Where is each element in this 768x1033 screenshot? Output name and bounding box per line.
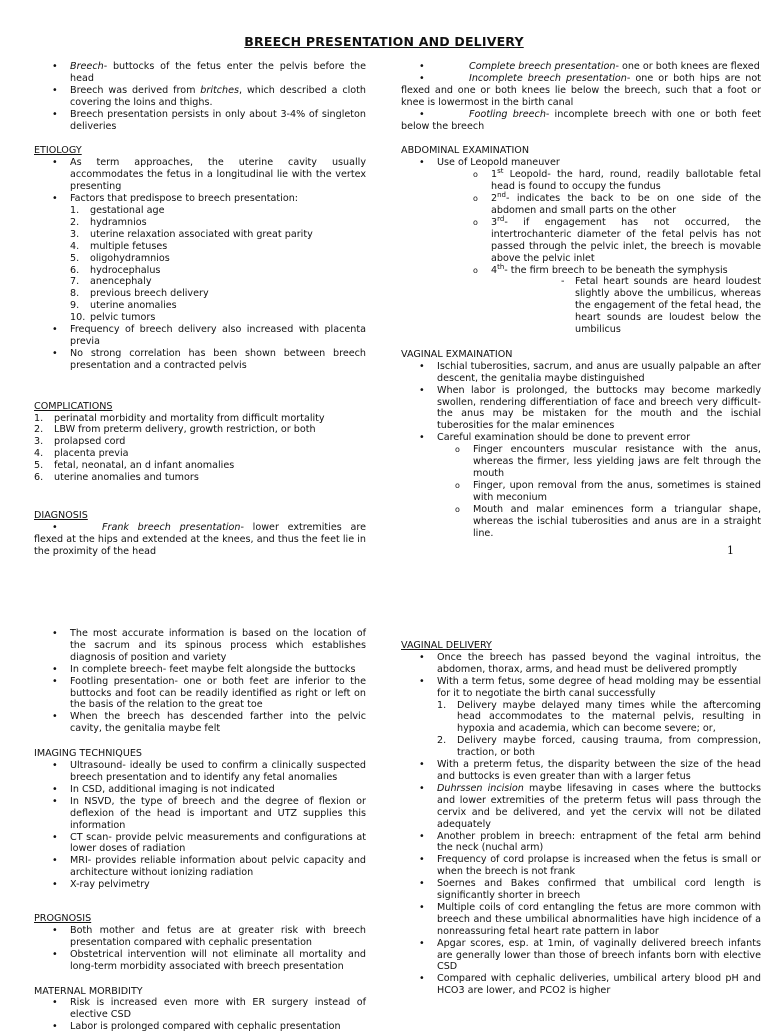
list-item: • Another problem in breech: entrapment of the fetal arm behind the neck (nuchal arm): [401, 831, 761, 855]
list-item: • As term approaches, the uterine cavity usually accommodates the fetus in a longitudinal lie with the vertex presenting: [34, 157, 366, 193]
list-item: • X-ray pelvimetry: [34, 879, 366, 891]
list-item: • Soernes and Bakes confirmed that umbilical cord length is significantly shorter in breech: [401, 878, 761, 902]
leopold-item: o 2nd- indicates the back to be on one side of the abdomen and small parts on the other: [473, 193, 761, 217]
factors-list: [70, 205, 366, 324]
vaginal-exam-sublist: [437, 444, 761, 539]
incomplete-breech-paragraph: • Incomplete breech presentation- one or both hips are not flexed and one or both knees lie below the breech, such that a foot or knee is lowermost in the birth canal: [401, 72, 761, 108]
factor-item: 10. pelvic tumors: [70, 312, 156, 324]
sub-item: o Finger, upon removal from the anus, sometimes is stained with meconium: [455, 480, 761, 504]
list-item: • When the breech has descended farther into the pelvic cavity, the genitalia maybe felt: [34, 711, 366, 735]
list-item: • Labor is prolonged compared with cephalic presentation: [34, 1021, 366, 1033]
complication-item: 3. prolapsed cord: [34, 436, 126, 448]
factor-item: 5. oligohydramnios: [70, 252, 170, 264]
list-item: • Careful examination should be done to prevent error o Finger encounters muscular resistance with the anus, whereas the firmer, less yielding jaws are felt through the mouth o Finger, upon removal from the anus, sometimes is stained with meconium o Mouth and malar eminences form a triangular shape, whereas the ischial tuberosities and anus are in a straight line.: [401, 432, 761, 539]
leopold-item: o 4th- the firm breech to be beneath the symphysis: [473, 265, 761, 277]
leopold-item: o 1st Leopold- the hard, round, readily ballotable fetal head is found to occupy the fundus: [473, 169, 761, 193]
list-item: • Factors that predispose to breech presentation: 1. gestational age 2. hydramnios 3. uterine relaxation associated with great parity 4. multiple fetuses 5. oligohydramnios 6. hydrocephalus 7. anencephaly 8. previous breech delivery 9. uterine anomalies 10. pelvic tumors: [34, 193, 366, 324]
intro-list: [34, 61, 366, 132]
factor-item: 4. multiple fetuses: [70, 240, 168, 252]
list-item: • Risk is increased even more with ER surgery instead of elective CSD: [34, 997, 366, 1021]
factor-item: 6. hydrocephalus: [70, 264, 161, 276]
heart-sounds-note: - Fetal heart sounds are heard loudest slightly above the umbilicus, whereas the engagement of the fetal head, the heart sounds are loudest below the umbilicus: [437, 276, 761, 336]
list-item: • Breech presentation persists in only about 3-4% of singleton deliveries: [34, 109, 366, 133]
list-item: • When labor is prolonged, the buttocks may become markedly swollen, rendering differentiation of face and breech very difficult- the anus may be mistaken for the mouth and the ischial tuberosities for the malar eminences: [401, 385, 761, 433]
list-item: • Ischial tuberosities, sacrum, and anus are usually palpable an after descent, the genitalia maybe distinguished: [401, 361, 761, 385]
list-item: • Obstetrical intervention will not eliminate all mortality and long-term morbidity associated with breech presentation: [34, 949, 366, 973]
list-item: • Breech was derived from britches, which described a cloth covering the loins and thighs.: [34, 85, 366, 109]
diagnosis-heading: DIAGNOSIS: [34, 510, 88, 521]
list-item: • Frequency of breech delivery also increased with placenta previa: [34, 324, 366, 348]
factor-item: 1. gestational age: [70, 204, 165, 216]
abdominal-heading: ABDOMINAL EXAMINATION: [401, 145, 530, 157]
page-1-right-column: [401, 61, 761, 539]
list-item: • In CSD, additional imaging is not indicated: [34, 784, 366, 796]
factor-item: 2. hydramnios: [70, 216, 147, 228]
list-item: • Duhrssen incision maybe lifesaving in cases where the buttocks and lower extremities of the preterm fetus will pass through the cervix and be delivered, and yet the cervix will not be dilated adequately: [401, 783, 761, 831]
abdominal-list: [401, 157, 761, 336]
list-item: • Apgar scores, esp. at 1min, of vaginally delivered breech infants are generally lower than those of breech infants born with elective CSD: [401, 938, 761, 974]
complication-item: 5. fetal, neonatal, an d infant anomalies: [34, 460, 235, 472]
footling-breech-paragraph: • Footling breech- incomplete breech with one or both feet below the breech: [401, 108, 761, 132]
list-item: • CT scan- provide pelvic measurements and configurations at lower doses of radiation: [34, 832, 366, 856]
complication-item: 2. LBW from preterm delivery, growth restriction, or both: [34, 424, 316, 436]
vaginal-delivery-list: [401, 652, 761, 997]
list-item: • In complete breech- feet maybe felt alongside the buttocks: [34, 664, 366, 676]
list-item: • Multiple coils of cord entangling the fetus are more common with breech and these umbilical abnormalities have high incidence of a nonreassuring fetal heart rate pattern in labor: [401, 902, 761, 938]
list-item: • With a preterm fetus, the disparity between the size of the head and buttocks is even greater than with a larger fetus: [401, 759, 761, 783]
prognosis-list: [34, 925, 366, 973]
leopold-item: o 3rd- if engagement has not occurred, the intertrochanteric diameter of the fetal pelvis has not passed through the pelvic inlet, the breech is movable above the pelvic inlet: [473, 217, 761, 265]
list-item: • With a term fetus, some degree of head molding may be essential for it to negotiate the birth canal successfully 1. Delivery maybe delayed many times while the aftercoming head accommodates to the maternal pelvis, resulting in hypoxia and academia, which can become severe; or, 2. Delivery maybe forced, causing trauma, from compression, traction, or both: [401, 676, 761, 759]
maternal-morbidity-heading: MATERNAL MORBIDITY: [34, 985, 143, 997]
factor-item: 3. uterine relaxation associated with great parity: [70, 228, 313, 240]
leopold-list: [437, 169, 761, 276]
sub-item: 2. Delivery maybe forced, causing trauma, from compression, traction, or both: [437, 735, 761, 759]
etiology-list: [34, 157, 366, 371]
head-molding-sublist: [437, 700, 761, 760]
sub-item: 1. Delivery maybe delayed many times while the aftercoming head accommodates to the maternal pelvis, resulting in hypoxia and academia, which can become severe; or,: [437, 699, 761, 735]
vaginal-exam-heading: VAGINAL EXMAINATION: [401, 348, 513, 360]
sub-item: o Mouth and malar eminences form a triangular shape, whereas the ischial tuberosities and anus are in a straight line.: [455, 504, 761, 540]
vaginal-exam-list: [401, 361, 761, 540]
prognosis-heading: PROGNOSIS: [34, 913, 92, 925]
complications-list: [34, 413, 366, 484]
page-2-left-column: [34, 628, 366, 1033]
list-item: • MRI- provides reliable information about pelvic capacity and architecture without ionizing radiation: [34, 855, 366, 879]
factor-item: 9. uterine anomalies: [70, 300, 177, 312]
list-item: • Compared with cephalic deliveries, umbilical artery blood pH and HCO3 are lower, and PCO2 is higher: [401, 973, 761, 997]
diagnosis-continued-list: [34, 628, 366, 735]
list-item: • The most accurate information is based on the location of the sacrum and its spinous process which establishes diagnosis of position and variety: [34, 628, 366, 664]
complication-item: 4. placenta previa: [34, 448, 129, 460]
maternal-morbidity-list: [34, 997, 366, 1033]
complete-breech-paragraph: • Complete breech presentation- one or both knees are flexed: [419, 61, 760, 72]
factor-item: 8. previous breech delivery: [70, 288, 209, 300]
list-item: • Frequency of cord prolapse is increased when the fetus is small or when the breech is not frank: [401, 854, 761, 878]
list-item: • Once the breech has passed beyond the vaginal introitus, the abdomen, thorax, arms, and head must be delivered promptly: [401, 652, 761, 676]
complication-item: 1. perinatal morbidity and mortality from difficult mortality: [34, 412, 325, 424]
factor-item: 7. anencephaly: [70, 276, 152, 288]
list-item: • Use of Leopold maneuver o 1st Leopold- the hard, round, readily ballotable fetal head is found to occupy the fundus o 2nd- indicates the back to be on one side of the abdomen and small parts on the other o 3rd- if engagement has not occurred, the intertrochanteric diameter of the fetal pelvis has not passed through the pelvic inlet, the breech is movable above the pelvic inlet o 4th- the firm breech to be beneath the symphysis - Fetal heart sounds are heard loudest slightly above the umbilicus, whereas the engagement of the fetal head, the heart sounds are loudest below the umbilicus: [401, 157, 761, 336]
page-2-right-column: [401, 640, 761, 997]
list-item: • In NSVD, the type of breech and the degree of flexion or deflexion of the head is important and UTZ supplies this information: [34, 796, 366, 832]
page-2: [0, 620, 768, 1033]
list-item: • No strong correlation has been shown between breech presentation and a contracted pelvis: [34, 348, 366, 372]
complications-heading: COMPLICATIONS: [34, 400, 113, 412]
page-number: 1: [727, 544, 734, 557]
imaging-heading: IMAGING TECHNIQUES: [34, 748, 142, 760]
vaginal-delivery-heading: VAGINAL DELIVERY: [401, 640, 492, 651]
frank-breech-paragraph: • Frank breech presentation- lower extremities are flexed at the hips and extended at the knees, and thus the feet lie in the proximity of the head: [34, 521, 366, 557]
document-title: BREECH PRESENTATION AND DELIVERY: [244, 34, 524, 49]
list-item: • Footling presentation- one or both feet are inferior to the buttocks and foot can be readily identified as right or left on the basis of the relation to the great toe: [34, 676, 366, 712]
etiology-heading: ETIOLOGY: [34, 145, 82, 157]
list-item: • Both mother and fetus are at greater risk with breech presentation compared with cephalic presentation: [34, 925, 366, 949]
sub-item: o Finger encounters muscular resistance with the anus, whereas the firmer, less yielding jaws are felt through the mouth: [455, 444, 761, 480]
complication-item: 6. uterine anomalies and tumors: [34, 472, 199, 484]
page-1-left-column: [34, 61, 366, 558]
imaging-list: [34, 760, 366, 891]
list-item: • Breech- buttocks of the fetus enter the pelvis before the head: [34, 61, 366, 85]
list-item: • Ultrasound- ideally be used to confirm a clinically suspected breech presentation and to identify any fetal anomalies: [34, 760, 366, 784]
